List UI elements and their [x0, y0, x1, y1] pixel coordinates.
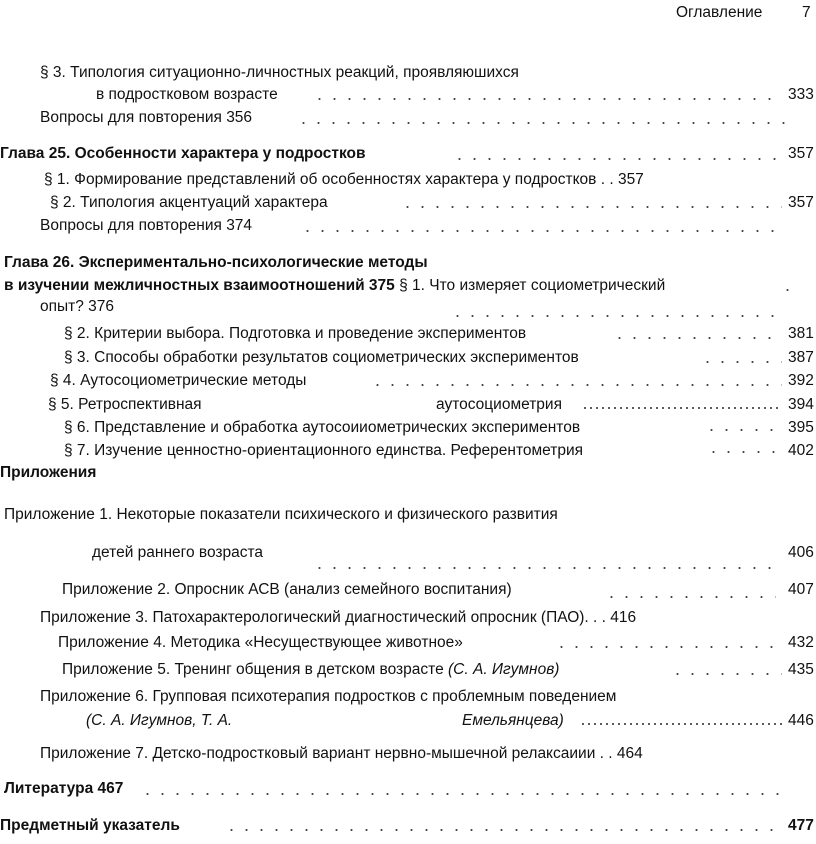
chapter-26-title-end: в изучении межличностных взаимоотношений 375 [4, 277, 395, 294]
toc-entry-questions[interactable]: Вопросы для повторения 356 [40, 109, 253, 126]
toc-section-appendices[interactable]: Приложения [0, 464, 97, 481]
toc-chapter-26-cont[interactable] [4, 277, 665, 295]
app5-author: (С. А. Игумнов) [448, 661, 560, 678]
toc-page-number: 394 [788, 396, 814, 413]
leader-dots [582, 406, 782, 410]
running-header-page: 7 [802, 4, 811, 21]
leader-dots [580, 722, 782, 726]
leader-dots [554, 645, 782, 649]
toc-section-index[interactable]: Предметный указатель [0, 817, 180, 834]
toc-section-literature[interactable]: Литература 467 [4, 780, 124, 797]
leader-dots [780, 288, 790, 292]
toc-page-number: 357 [788, 194, 814, 211]
toc-page-number: 402 [788, 442, 814, 459]
leader-dots [450, 314, 780, 318]
toc-entry-app5[interactable] [62, 661, 559, 679]
leader-dots [300, 229, 786, 233]
toc-entry-app1-cont[interactable]: детей раннего возраста [92, 544, 264, 561]
leader-dots [706, 450, 782, 454]
toc-entry-ch24-s3[interactable]: § 3. Типология ситуационно-личностных реакций, проявляюшихся [40, 64, 519, 81]
toc-entry-ch25-s1[interactable]: § 1. Формирование представлений об особенностях характера у подростков . . 357 [44, 171, 644, 188]
toc-page-number: 357 [788, 145, 814, 162]
toc-page-number: 333 [788, 86, 814, 103]
toc-entry-app6-authors-cont[interactable]: Емельянцева) [462, 712, 564, 729]
toc-entry-app6[interactable]: Приложение 6. Групповая психотерапия подростков с проблемным поведением [40, 688, 617, 705]
toc-page-number: 381 [788, 325, 814, 342]
toc-entry-ch24-s3-cont[interactable]: в подростковом возрасте [96, 86, 278, 103]
leader-dots [140, 792, 786, 796]
toc-page-number: 477 [788, 817, 814, 834]
toc-entry-app6-authors[interactable]: (С. А. Игумнов, Т. А. [86, 712, 233, 729]
ch26-s1-start: § 1. Что измеряет социометрический [394, 277, 666, 294]
leader-dots [612, 336, 782, 340]
leader-dots [452, 157, 782, 161]
toc-entry-ch26-s5-cont[interactable]: аутосоциометрия [436, 396, 562, 413]
toc-page-number: 407 [788, 581, 814, 598]
toc-entry-ch25-s2[interactable]: § 2. Типология акцентуаций характера [50, 194, 328, 211]
toc-page-number: 387 [788, 349, 814, 366]
leader-dots [400, 205, 782, 209]
toc-entry-app4[interactable]: Приложение 4. Методика «Несуществующее животное» [58, 634, 463, 651]
leader-dots [370, 383, 782, 387]
leader-dots [700, 360, 782, 364]
toc-entry-app3[interactable]: Приложение 3. Патохарактерологический диагностический опросник (ПАО). . . 416 [40, 609, 637, 626]
toc-page-number: 432 [788, 634, 814, 651]
toc-page-number: 392 [788, 372, 814, 389]
toc-chapter-26[interactable]: Глава 26. Экспериментально-психологические методы [4, 254, 428, 271]
toc-entry-ch26-s1-cont[interactable]: опыт? 376 [40, 298, 115, 315]
running-header-title: Оглавление [676, 4, 763, 21]
leader-dots [704, 428, 782, 432]
toc-page-number: 406 [788, 544, 814, 561]
leader-dots [670, 672, 782, 676]
leader-dots [312, 566, 782, 570]
leader-dots [224, 828, 782, 832]
toc-entry-app2[interactable]: Приложение 2. Опросник АСВ (анализ семейного воспитания) [62, 581, 512, 598]
leader-dots [296, 121, 786, 125]
toc-page-number: 395 [788, 419, 814, 436]
toc-entry-app7[interactable]: Приложение 7. Детско-подростковый вариант нервно-мышечной релаксаиии . . 464 [40, 745, 643, 762]
toc-entry-ch26-s5[interactable]: § 5. Ретроспективная [48, 396, 202, 413]
toc-entry-ch26-s2[interactable]: § 2. Критерии выбора. Подготовка и проведение экспериментов [64, 325, 527, 342]
toc-entry-ch26-s3[interactable]: § 3. Способы обработки результатов социометрических экспериментов [64, 349, 579, 366]
toc-page-number: 435 [788, 661, 814, 678]
app5-title: Приложение 5. Тренинг общения в детском возрасте [62, 661, 449, 678]
toc-entry-questions[interactable]: Вопросы для повторения 374 [40, 217, 253, 234]
leader-dots [312, 97, 782, 101]
toc-entry-ch26-s4[interactable]: § 4. Аутосоциометрические методы [50, 372, 307, 389]
toc-entry-app1[interactable]: Приложение 1. Некоторые показатели психического и физического развития [4, 506, 558, 523]
toc-entry-ch26-s7[interactable]: § 7. Изучение ценностно-ориентационного единства. Референтометрия [64, 442, 584, 459]
toc-chapter-25[interactable]: Глава 25. Особенности характера у подростков [0, 145, 366, 162]
leader-dots [604, 595, 776, 599]
toc-page-number: 446 [788, 712, 814, 729]
toc-entry-ch26-s6[interactable]: § 6. Представление и обработка аутосоииометрических экспериментов [64, 419, 581, 436]
